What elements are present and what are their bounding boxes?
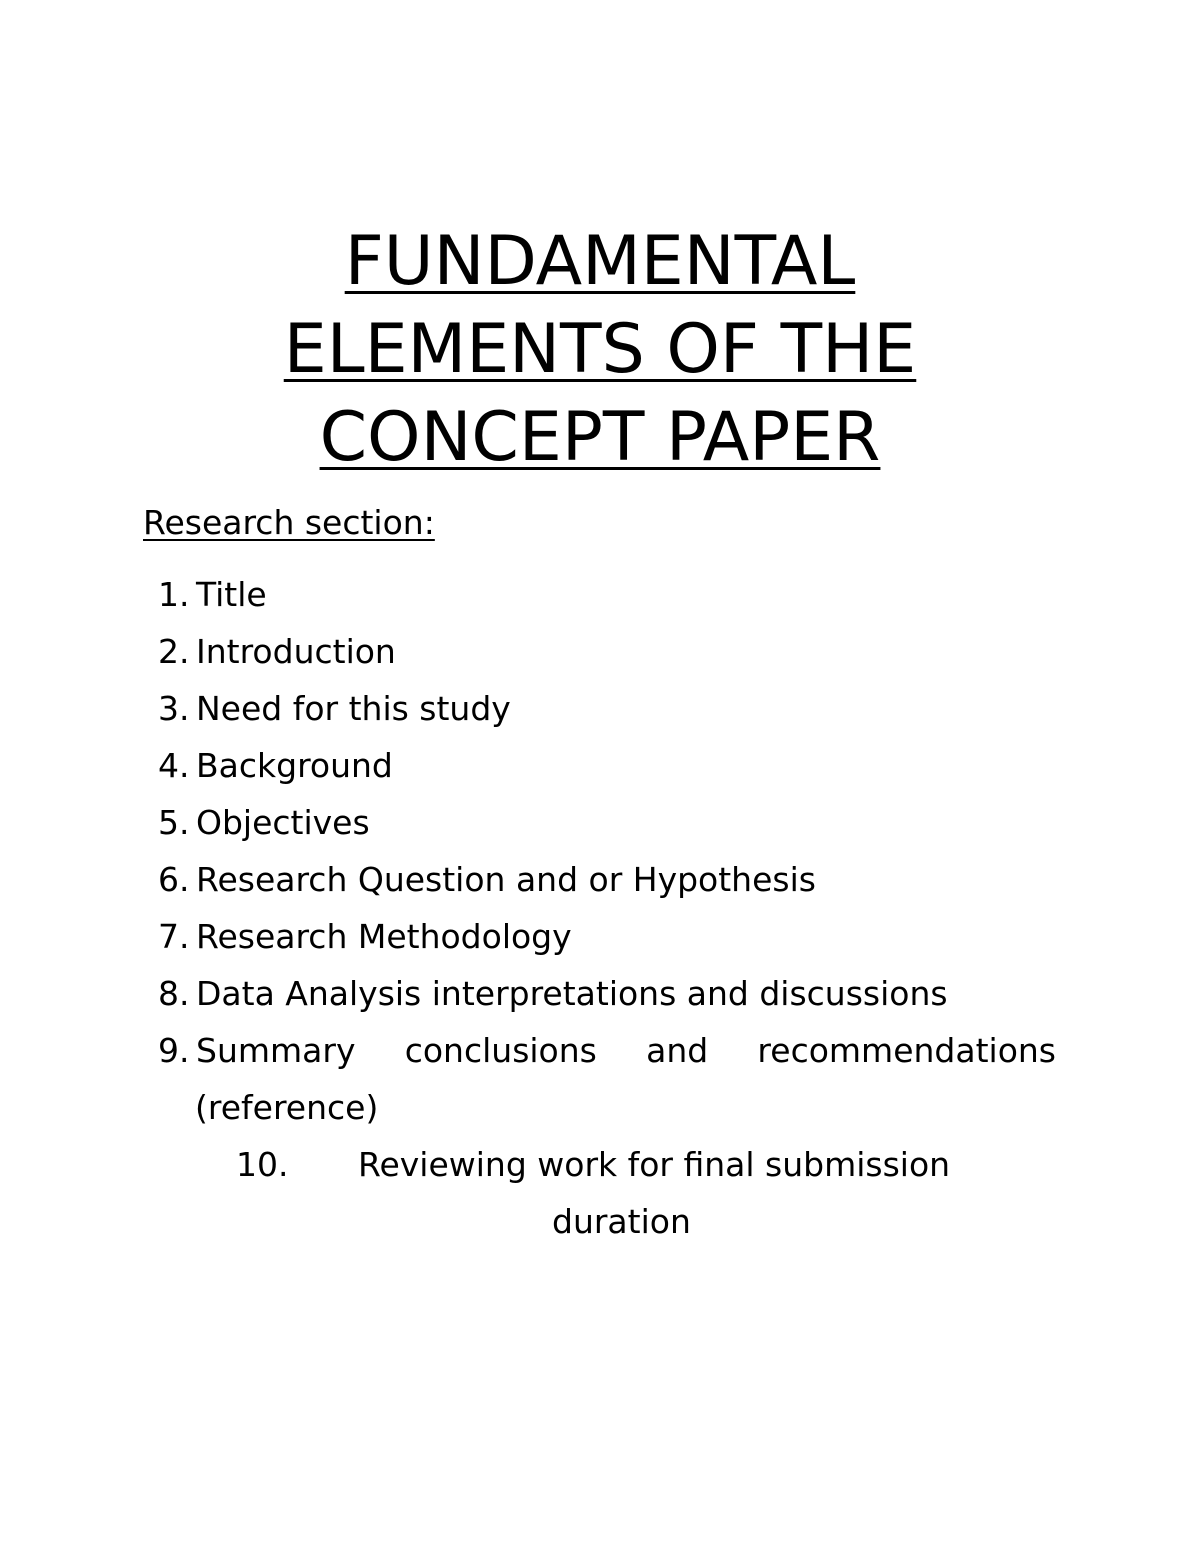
- section-heading: Research section:: [143, 503, 435, 542]
- list-item-text: Need for this study: [196, 689, 511, 728]
- list-item-number: 2.: [158, 632, 190, 671]
- document-title: [150, 218, 1050, 482]
- list-item-4: [158, 743, 1058, 789]
- list-item-number: 6.: [158, 860, 190, 899]
- list-item-number: 8.: [158, 974, 190, 1013]
- list-item-text: Research Question and or Hypothesis: [196, 860, 816, 899]
- list-item-text: Objectives: [196, 803, 370, 842]
- list-item-number: 10.: [236, 1145, 289, 1184]
- title-line-2: ELEMENTS OF THE: [283, 310, 917, 389]
- list-item-number: 3.: [158, 689, 190, 728]
- list-item-text: Summary conclusions and recommendations: [196, 1031, 1056, 1070]
- list-item-text: Reviewing work for final submission: [358, 1145, 951, 1184]
- list-item-number: 7.: [158, 917, 190, 956]
- list-item-7: [158, 914, 1058, 960]
- list-item-5: [158, 800, 1058, 846]
- list-item-8: [158, 971, 1058, 1017]
- list-item-2: [158, 629, 1058, 675]
- title-line-3: CONCEPT PAPER: [319, 398, 881, 477]
- list-item-text: Introduction: [196, 632, 396, 671]
- list-item-6: [158, 857, 1058, 903]
- list-item-text: Data Analysis interpretations and discussions: [196, 974, 948, 1013]
- list-item-text: Background: [196, 746, 393, 785]
- list-item-number: 5.: [158, 803, 190, 842]
- list-item-3: [158, 686, 1058, 732]
- list-item-9-continuation: (reference): [195, 1088, 379, 1127]
- title-line-1: FUNDAMENTAL: [344, 222, 856, 301]
- list-item-text: Research Methodology: [196, 917, 572, 956]
- list-item-1: [158, 572, 1058, 618]
- list-item-number: 4.: [158, 746, 190, 785]
- list-item-number: 1.: [158, 575, 190, 614]
- list-item-number: 9.: [158, 1031, 190, 1070]
- list-item-10-continuation: duration: [552, 1202, 691, 1241]
- list-item-9: [158, 1028, 1058, 1074]
- list-item-text: Title: [196, 575, 267, 614]
